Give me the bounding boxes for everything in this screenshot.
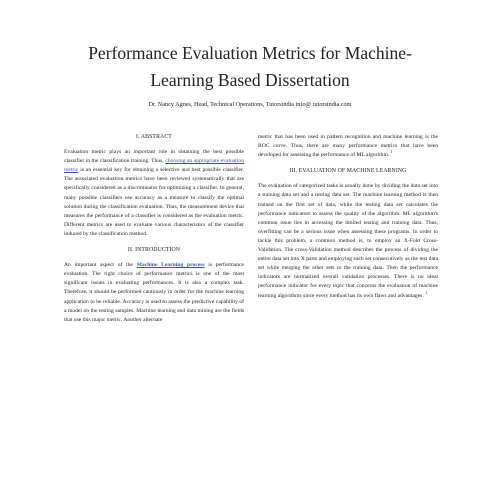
abstract-heading: I. ABSTRACT [136, 134, 172, 140]
footnote-ref: 1 [390, 150, 393, 155]
introduction-continued-text: metric that has been used in pattern recognition and machine learning is the ROC curve. Thus, there are many performance metrics that have been developed for assessing the performance of ML algorithm. [258, 134, 438, 159]
title-line-2: Learning Based Dissertation [150, 70, 350, 90]
section-gap [258, 160, 438, 167]
introduction-heading: II. INTRODUCTION [127, 247, 181, 254]
evaluation-paragraph [258, 182, 438, 300]
abstract-text-start: Evaluation metric plays an important role in obtaining the best possible classifier in the classification training. Thus, [64, 149, 244, 165]
title-line-1: Performance Evaluation Metrics for Machine- [88, 43, 412, 63]
footnote-ref: 1 [425, 290, 428, 295]
evaluation-text: The evaluation of categorized tasks is usually done by dividing the data set into a training data set and a testing data set. The machine learning method is then trained on the first set of data, while the testing data set calculates the performance indicators to assess the quality of the algorithm. ML algorithm's common issue lies in accessing the limited testing and training data. Thus, overfitting can be a serious issue when assessing these programs. In order to tackle this problem, a common method is, to employ an X-Fold Cross-Validation. The cross-Validation method describes the process of dividing the entire data set into X parts and employing each set consecutively as the test data set while merging the other sets to the training data. Then the performance indicators are normalized overall validation processes. There is no ideal performance indicator for every topic that concerns the evaluation of machine learning algorithms since every method has its own flaws and advantages. [258, 183, 438, 299]
abstract-text-end: is an essential key for obtaining a selective and best possible classifier. The associated evaluation metrics have been reviewed systematically that are specifically considered as a discriminator for optimizing a classifier. In general, many possible classifiers use accuracy as a measure to classify the optimal solution during the classification evaluation. Thus, the measurement device that measures the performance of a classifier is considered as the evaluation metric. Different metrics are used to evaluate various characteristics of the classifier induced by the classification method. [64, 167, 244, 237]
evaluation-heading: III. EVALUATION OF MACHINE LEARNING [289, 168, 407, 175]
introduction-text-end: is performance evaluation. The right choice of performance metrics is one of the most significant issues in evaluating performances. It is also a complex task. Therefore, it should be performed cautiously in order for the machine learning application to be reliable. Accuracy is used to assess the predictive capability of a model on the testing samples. Machine learning and data mining are the fields that use this major metric. Another alternate [64, 262, 244, 323]
right-column [258, 133, 438, 301]
author-line: Dr. Nancy Agnes, Head, Technical Operations, Tutorsindia info@ tutorsindia.com [148, 101, 352, 108]
left-column [64, 133, 244, 325]
machine-learning-process-link[interactable]: Machine Learning process [136, 262, 205, 269]
evaluation-metric-link[interactable]: choosing an appropriate evaluation metric [64, 158, 244, 174]
introduction-text-start: An important aspect of the [64, 262, 137, 269]
abstract-paragraph [64, 148, 244, 239]
introduction-continued-paragraph [258, 133, 438, 160]
section-gap [64, 239, 244, 246]
paper-title [40, 40, 460, 94]
introduction-paragraph [64, 261, 244, 325]
